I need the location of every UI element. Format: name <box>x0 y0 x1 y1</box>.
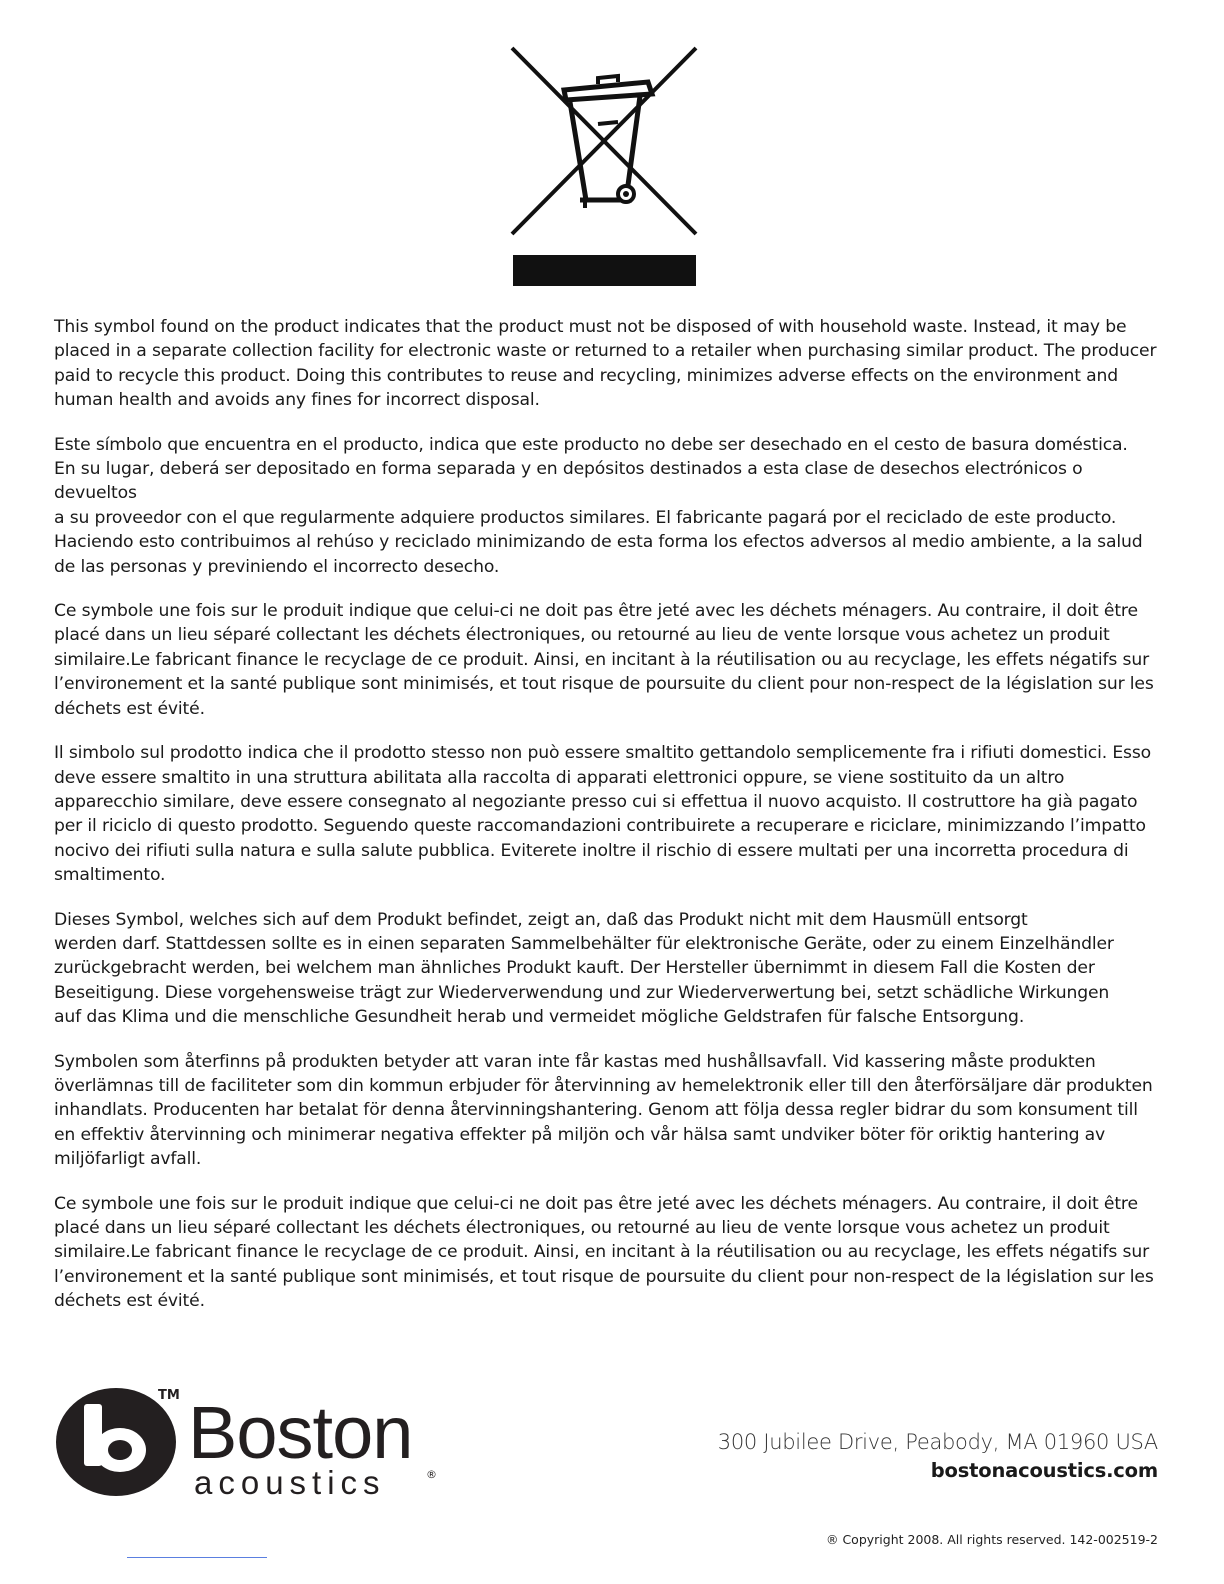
registered-mark: ® <box>426 1468 437 1481</box>
weee-bar <box>513 255 696 286</box>
company-address: 300 Jubilee Drive, Peabody, MA 01960 USA <box>717 1430 1158 1454</box>
trademark-mark: TM <box>158 1388 180 1403</box>
website-link[interactable]: bostonacoustics.com <box>930 1459 1158 1482</box>
logo-wordmark: Boston <box>188 1391 413 1474</box>
contact-block <box>718 1428 1158 1486</box>
logo-subtitle: acoustics <box>194 1464 386 1501</box>
boston-acoustics-logo <box>54 1384 514 1514</box>
copyright-notice: ® Copyright 2008. All rights reserved. 142-002519-2 <box>825 1532 1158 1547</box>
paragraph-german: Dieses Symbol, welches sich auf dem Produkt befindet, zeigt an, daß das Produkt nicht mit dem Hausmüll entsorgt werden darf. Stattdessen sollte es in einen separaten Sammelbehälter für elektronische Geräte, oder zu einem Einzelhändler zurückgebracht werden, bei welchem man ähnliches Produkt kauft. Der Hersteller übernimmt in diesem Fall die Kosten der Beseitigung. Diese vorgehensweise trägt zur Wiederverwendung und zur Wiederverwertung bei, setzt schädliche Wirkungen auf das Klima und die menschliche Gesundheit herab und vermeidet mögliche Geldstrafen für falsche Entsorgung. <box>54 909 1114 1028</box>
paragraph-spanish: Este símbolo que encuentra en el producto, indica que este producto no debe ser desechado en el cesto de basura doméstica. En su lugar, deberá ser depositado en forma separada y en depósitos destinados a esta clase de desechos electrónicos o devueltos a su proveedor con el que regularmente adquiere productos similares. El fabricante pagará por el reciclado de este producto. Haciendo esto contribuimos al rehúso y reciclado minimizando de esta forma los efectos adversos al medio ambiente, a la salud de las personas y previniendo el incorrecto desecho. <box>54 434 1143 577</box>
paragraph-english: This symbol found on the product indicates that the product must not be disposed of with household waste. Instead, it may be placed in a separate collection facility for electronic waste or returned to a retailer when purchasing similar product. The producer paid to recycle this product. Doing this contributes to reuse and recycling, minimizes adverse effects on the environment and human health and avoids any fines for incorrect disposal. <box>54 317 1157 411</box>
paragraph-french: Ce symbole une fois sur le produit indique que celui-ci ne doit pas être jeté avec les déchets ménagers. Au contraire, il doit être placé dans un lieu séparé collectant les déchets électroniques, ou retourné au lieu de vente lorsque vous achetez un produit similaire.Le fabricant finance le recyclage de ce produit. Ainsi, en incitant à la réutilisation ou au recyclage, les effets négatifs sur l’environement et la santé publique sont minimisés, et tout risque de poursuite du client pour non-respect de la législation sur les déchets est évité. <box>54 601 1154 719</box>
paragraph-italian: Il simbolo sul prodotto indica che il prodotto stesso non può essere smaltito gettandolo semplicemente fra i rifiuti domestici. Esso deve essere smaltito in una struttura abilitata alla raccolta di apparati elettronici oppure, se viene sostituito da un altro apparecchio similare, deve essere consegnato al negoziante presso cui si effettua il nuovo acquisto. Il costruttore ha già pagato per il riciclo di questo prodotto. Seguendo queste raccomandazioni contribuirete a recuperare e riciclare, minimizzando l’impatto nocivo dei rifiuti sulla natura e sulla salute pubblica. Eviterete inoltre il rischio di essere multati per una incorretta procedura di smaltimento. <box>54 743 1152 886</box>
paragraph-swedish: Symbolen som återfinns på produkten betyder att varan inte får kastas med hushållsavfall. Vid kassering måste produkten överlämnas till de faciliteter som din kommun erbjuder för återvinning av hemelektronik eller till den återförsäljare där produkten inhandlats. Producenten har betalat för denna återvinningshantering. Genom att följa dessa regler bidrar du som konsument till en effektiv återvinning och minimerar negativa effekter på miljön och vår hälsa samt undviker böter för oriktig hantering av miljöfarligt avfall. <box>54 1051 1153 1170</box>
crossed-out-wheelie-bin-icon <box>506 42 702 242</box>
disposal-notice <box>54 315 1164 1334</box>
footer-divider <box>127 1557 267 1558</box>
weee-symbol <box>506 42 702 292</box>
paragraph-french-repeat: Ce symbole une fois sur le produit indique que celui-ci ne doit pas être jeté avec les déchets ménagers. Au contraire, il doit être placé dans un lieu séparé collectant les déchets électroniques, ou retourné au lieu de vente lorsque vous achetez un produit similaire.Le fabricant finance le recyclage de ce produit. Ainsi, en incitant à la réutilisation ou au recyclage, les effets négatifs sur l’environement et la santé publique sont minimisés, et tout risque de poursuite du client pour non-respect de la législation sur les déchets est évité. <box>54 1193 1154 1312</box>
